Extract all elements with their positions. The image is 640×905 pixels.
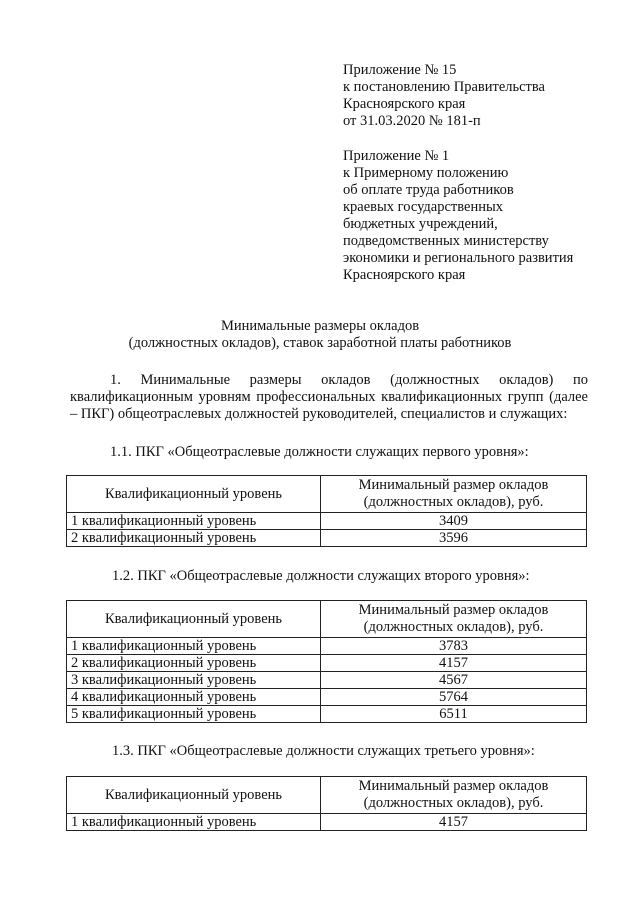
column-header-level: Квалификационный уровень: [67, 777, 321, 814]
section-heading-1-1: 1.1. ПКГ «Общеотраслевые должности служащих первого уровня»:: [110, 444, 529, 460]
table-row: [67, 672, 587, 689]
column-header-salary: Минимальный размер окладов (должностных окладов), руб.: [321, 476, 587, 513]
section-heading-1-2: 1.2. ПКГ «Общеотраслевые должности служащих второго уровня»:: [112, 568, 530, 584]
column-header-level: Квалификационный уровень: [67, 476, 321, 513]
table-row: [67, 814, 587, 831]
intro-paragraph: 1. Минимальные размеры окладов (должностных окладов) по квалификационным уровням профессиональных квалификационных групп (далее – ПКГ) общеотраслевых должностей руководителей, специалистов и служащих:: [70, 372, 588, 422]
level-cell: 1 квалификационный уровень: [67, 513, 321, 530]
level-cell: 1 квалификационный уровень: [67, 814, 321, 831]
document-title: [0, 318, 640, 352]
appendix-1-line: к Примерному положению: [343, 165, 509, 181]
salary-cell: 3596: [321, 530, 587, 547]
appendix-1-block: [343, 148, 573, 284]
table-header-row: [67, 777, 587, 814]
table-row: [67, 638, 587, 655]
salary-table-1-3: [66, 776, 587, 831]
level-cell: 5 квалификационный уровень: [67, 706, 321, 723]
level-cell: 2 квалификационный уровень: [67, 655, 321, 672]
appendix-1-line: бюджетных учреждений,: [343, 216, 498, 232]
appendix-1-line: экономики и регионального развития: [343, 250, 574, 266]
salary-cell: 6511: [321, 706, 587, 723]
section-heading-1-3: 1.3. ПКГ «Общеотраслевые должности служащих третьего уровня»:: [112, 743, 535, 759]
appendix-15-line: Приложение № 15: [343, 62, 457, 78]
table-row: [67, 706, 587, 723]
table-row: [67, 689, 587, 706]
table-row: [67, 655, 587, 672]
appendix-15-line: к постановлению Правительства: [343, 79, 545, 95]
salary-cell: 4567: [321, 672, 587, 689]
salary-cell: 4157: [321, 655, 587, 672]
appendix-1-line: Красноярского края: [343, 267, 466, 283]
level-cell: 3 квалификационный уровень: [67, 672, 321, 689]
table-row: [67, 513, 587, 530]
salary-table-1-2: [66, 600, 587, 723]
table-header-row: [67, 476, 587, 513]
title-line-2: (должностных окладов), ставок заработной платы работников: [128, 335, 512, 351]
title-line-1: Минимальные размеры окладов: [220, 318, 420, 334]
level-cell: 2 квалификационный уровень: [67, 530, 321, 547]
column-header-salary: Минимальный размер окладов (должностных окладов), руб.: [321, 777, 587, 814]
appendix-15-block: [343, 62, 545, 130]
salary-cell: 3409: [321, 513, 587, 530]
appendix-1-line: подведомственных министерству: [343, 233, 549, 249]
table-header-row: [67, 601, 587, 638]
appendix-1-line: Приложение № 1: [343, 148, 450, 164]
appendix-1-line: об оплате труда работников: [343, 182, 514, 198]
salary-table-1-1: [66, 475, 587, 547]
table-row: [67, 530, 587, 547]
column-header-salary: Минимальный размер окладов (должностных окладов), руб.: [321, 601, 587, 638]
appendix-15-line: от 31.03.2020 № 181-п: [343, 113, 481, 129]
salary-cell: 5764: [321, 689, 587, 706]
column-header-level: Квалификационный уровень: [67, 601, 321, 638]
appendix-15-line: Красноярского края: [343, 96, 466, 112]
appendix-1-line: краевых государственных: [343, 199, 503, 215]
level-cell: 1 квалификационный уровень: [67, 638, 321, 655]
level-cell: 4 квалификационный уровень: [67, 689, 321, 706]
salary-cell: 4157: [321, 814, 587, 831]
salary-cell: 3783: [321, 638, 587, 655]
